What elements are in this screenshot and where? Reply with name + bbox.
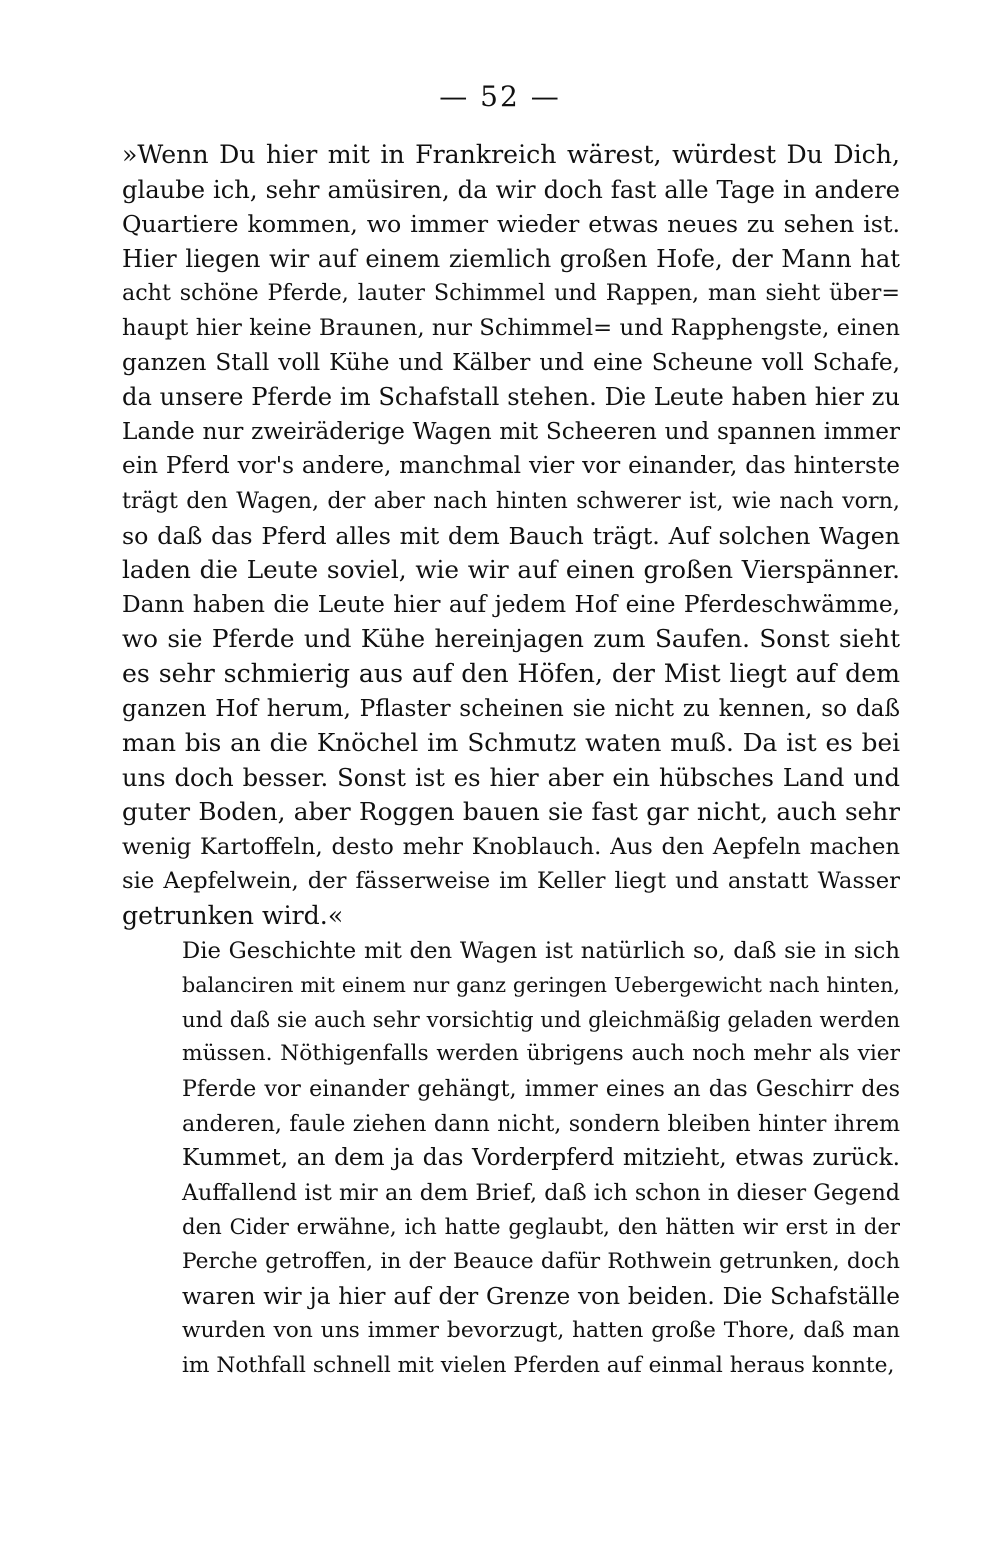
text-line: ganzen Stall voll Kühe und Kälber und eine Scheune voll Schafe, (122, 348, 900, 376)
text-line: guter Boden, aber Roggen bauen sie fast gar nicht, auch sehr (122, 797, 900, 827)
text-line: wenig Kartoffeln, desto mehr Knoblauch. Aus den Aepfeln machen (122, 833, 900, 860)
text-line: Pferde vor einander gehängt, immer eines an das Geschirr des (182, 1076, 900, 1103)
text-line: Auffallend ist mir an dem Brief, daß ich schon in dieser Gegend (182, 1179, 900, 1206)
paragraph-letter-quote (122, 138, 900, 934)
page-number: — 52 — (439, 80, 561, 113)
text-line: müssen. Nöthigenfalls werden übrigens auch noch mehr als vier (182, 1041, 900, 1067)
paragraph-commentary (122, 934, 900, 1384)
text-line: Lande nur zweiräderige Wagen mit Scheeren und spannen immer (122, 417, 900, 445)
text-line: laden die Leute soviel, wie wir auf einen großen Vierspänner. (122, 555, 900, 585)
text-line: Quartiere kommen, wo immer wieder etwas neues zu sehen ist. (122, 210, 900, 239)
text-line: anderen, faule ziehen dann nicht, sondern bleiben hinter ihrem (182, 1110, 900, 1137)
text-line: da unsere Pferde im Schafstall stehen. Die Leute haben hier zu (122, 383, 900, 412)
text-line: und daß sie auch sehr vorsichtig und gleichmäßig geladen werden (182, 1006, 900, 1032)
text-line: im Nothfall schnell mit vielen Pferden auf einmal heraus konnte, (182, 1352, 895, 1378)
text-line: sie Aepfelwein, der fässerweise im Keller liegt und anstatt Wasser (122, 868, 900, 895)
text-line: wurden von uns immer bevorzugt, hatten große Thore, daß man (182, 1318, 900, 1344)
text-line: getrunken wird.« (122, 901, 344, 931)
text-line: man bis an die Knöchel im Schmutz waten muß. Da ist es bei (122, 728, 900, 758)
text-line: ganzen Hof herum, Pflaster scheinen sie nicht zu kennen, so daß (122, 694, 900, 722)
text-line: Hier liegen wir auf einem ziemlich großen Hofe, der Mann hat (122, 244, 900, 273)
text-line: Perche getroffen, in der Beauce dafür Rothwein getrunken, doch (182, 1249, 900, 1274)
text-line: glaube ich, sehr amüsiren, da wir doch fast alle Tage in andere (122, 175, 900, 204)
text-line: »Wenn Du hier mit in Frankreich wärest, würdest Du Dich, (122, 140, 900, 169)
text-line: acht schöne Pferde, lauter Schimmel und Rappen, man sieht über= (122, 280, 900, 307)
text-line: ein Pferd vor's andere, manchmal vier vor einander, das hinterste (122, 452, 900, 480)
body-text (122, 138, 900, 1383)
text-line: balanciren mit einem nur ganz geringen Uebergewicht nach hinten, (182, 973, 900, 998)
text-line: wo sie Pferde und Kühe hereinjagen zum Saufen. Sonst sieht (122, 624, 900, 654)
text-line: Die Geschichte mit den Wagen ist natürlich so, daß sie in sich (182, 937, 900, 964)
text-line: waren wir ja hier auf der Grenze von beiden. Die Schafställe (182, 1282, 900, 1310)
text-line: haupt hier keine Braunen, nur Schimmel= und Rapphengste, einen (122, 314, 900, 341)
text-line: es sehr schmierig aus auf den Höfen, der Mist liegt auf dem (122, 658, 900, 688)
text-line: trägt den Wagen, der aber nach hinten schwerer ist, wie nach vorn, (122, 487, 900, 514)
text-line: den Cider erwähne, ich hatte geglaubt, den hätten wir erst in der (182, 1214, 900, 1240)
text-line: uns doch besser. Sonst ist es hier aber ein hübsches Land und (122, 763, 900, 792)
text-line: Dann haben die Leute hier auf jedem Hof eine Pferdeschwämme, (122, 590, 900, 618)
text-line: so daß das Pferd alles mit dem Bauch trägt. Auf solchen Wagen (122, 521, 900, 550)
text-line: Kummet, an dem ja das Vorderpferd mitzieht, etwas zurück. (182, 1144, 900, 1172)
